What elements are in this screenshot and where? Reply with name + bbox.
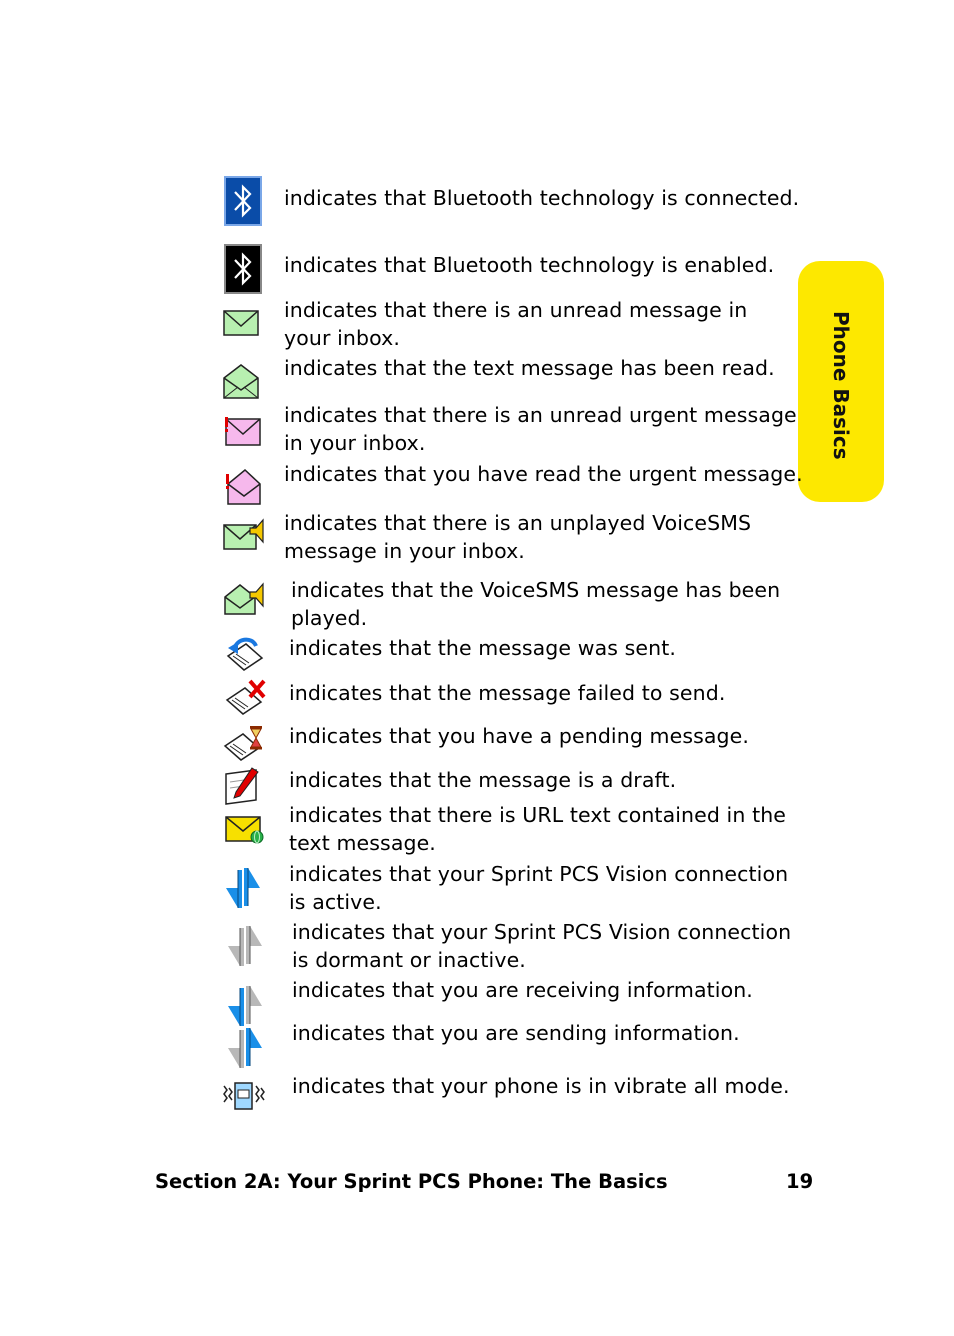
section-side-tab bbox=[798, 261, 884, 502]
bluetooth-enabled-icon bbox=[224, 244, 262, 294]
receiving-data-icon bbox=[224, 984, 266, 1028]
item-description: indicates that there is an unread urgent message in your inbox. bbox=[284, 403, 797, 455]
message-failed-icon bbox=[224, 678, 268, 716]
item-description: indicates that your Sprint PCS Vision connection is active. bbox=[289, 862, 789, 914]
item-description: indicates that you are sending information. bbox=[292, 1021, 740, 1045]
item-description: indicates that you have a pending message. bbox=[289, 724, 749, 748]
vision-active-icon bbox=[222, 866, 264, 910]
vision-dormant-icon bbox=[224, 924, 266, 968]
item-description: indicates that the text message has been read. bbox=[284, 356, 775, 380]
item-description: indicates that Bluetooth technology is enabled. bbox=[284, 253, 775, 277]
item-description: indicates that the VoiceSMS message has been played. bbox=[291, 578, 781, 630]
message-pending-icon bbox=[222, 724, 266, 762]
vibrate-all-icon bbox=[220, 1080, 266, 1112]
unplayed-voicesms-icon bbox=[222, 516, 266, 554]
read-message-icon bbox=[222, 362, 262, 400]
sending-data-icon bbox=[224, 1026, 266, 1070]
item-description: indicates that the message was sent. bbox=[289, 636, 676, 660]
unread-urgent-message-icon bbox=[222, 414, 264, 450]
read-urgent-message-icon bbox=[222, 466, 264, 506]
footer-section-title: Section 2A: Your Sprint PCS Phone: The Basics bbox=[155, 1170, 668, 1193]
item-description: indicates that there is an unread message in your inbox. bbox=[284, 298, 748, 350]
item-description: indicates that Bluetooth technology is connected. bbox=[284, 186, 800, 210]
side-tab-label: Phone Basics bbox=[829, 311, 853, 460]
item-description: indicates that the message is a draft. bbox=[289, 768, 677, 792]
item-description: indicates that your phone is in vibrate all mode. bbox=[292, 1074, 790, 1098]
bluetooth-connected-icon bbox=[224, 176, 262, 226]
url-message-icon bbox=[224, 814, 266, 846]
message-draft-icon bbox=[224, 766, 262, 806]
item-description: indicates that the message failed to send. bbox=[289, 681, 726, 705]
page-number: 19 bbox=[786, 1170, 814, 1193]
item-description: indicates that you are receiving information. bbox=[292, 978, 753, 1002]
item-description: indicates that there is URL text contained in the text message. bbox=[289, 803, 787, 855]
unread-message-icon bbox=[222, 308, 262, 340]
item-description: indicates that there is an unplayed VoiceSMS message in your inbox. bbox=[284, 511, 752, 563]
item-description: indicates that you have read the urgent message. bbox=[284, 462, 803, 486]
item-description: indicates that your Sprint PCS Vision connection is dormant or inactive. bbox=[292, 920, 792, 972]
message-sent-icon bbox=[224, 634, 266, 672]
played-voicesms-icon bbox=[222, 578, 266, 618]
